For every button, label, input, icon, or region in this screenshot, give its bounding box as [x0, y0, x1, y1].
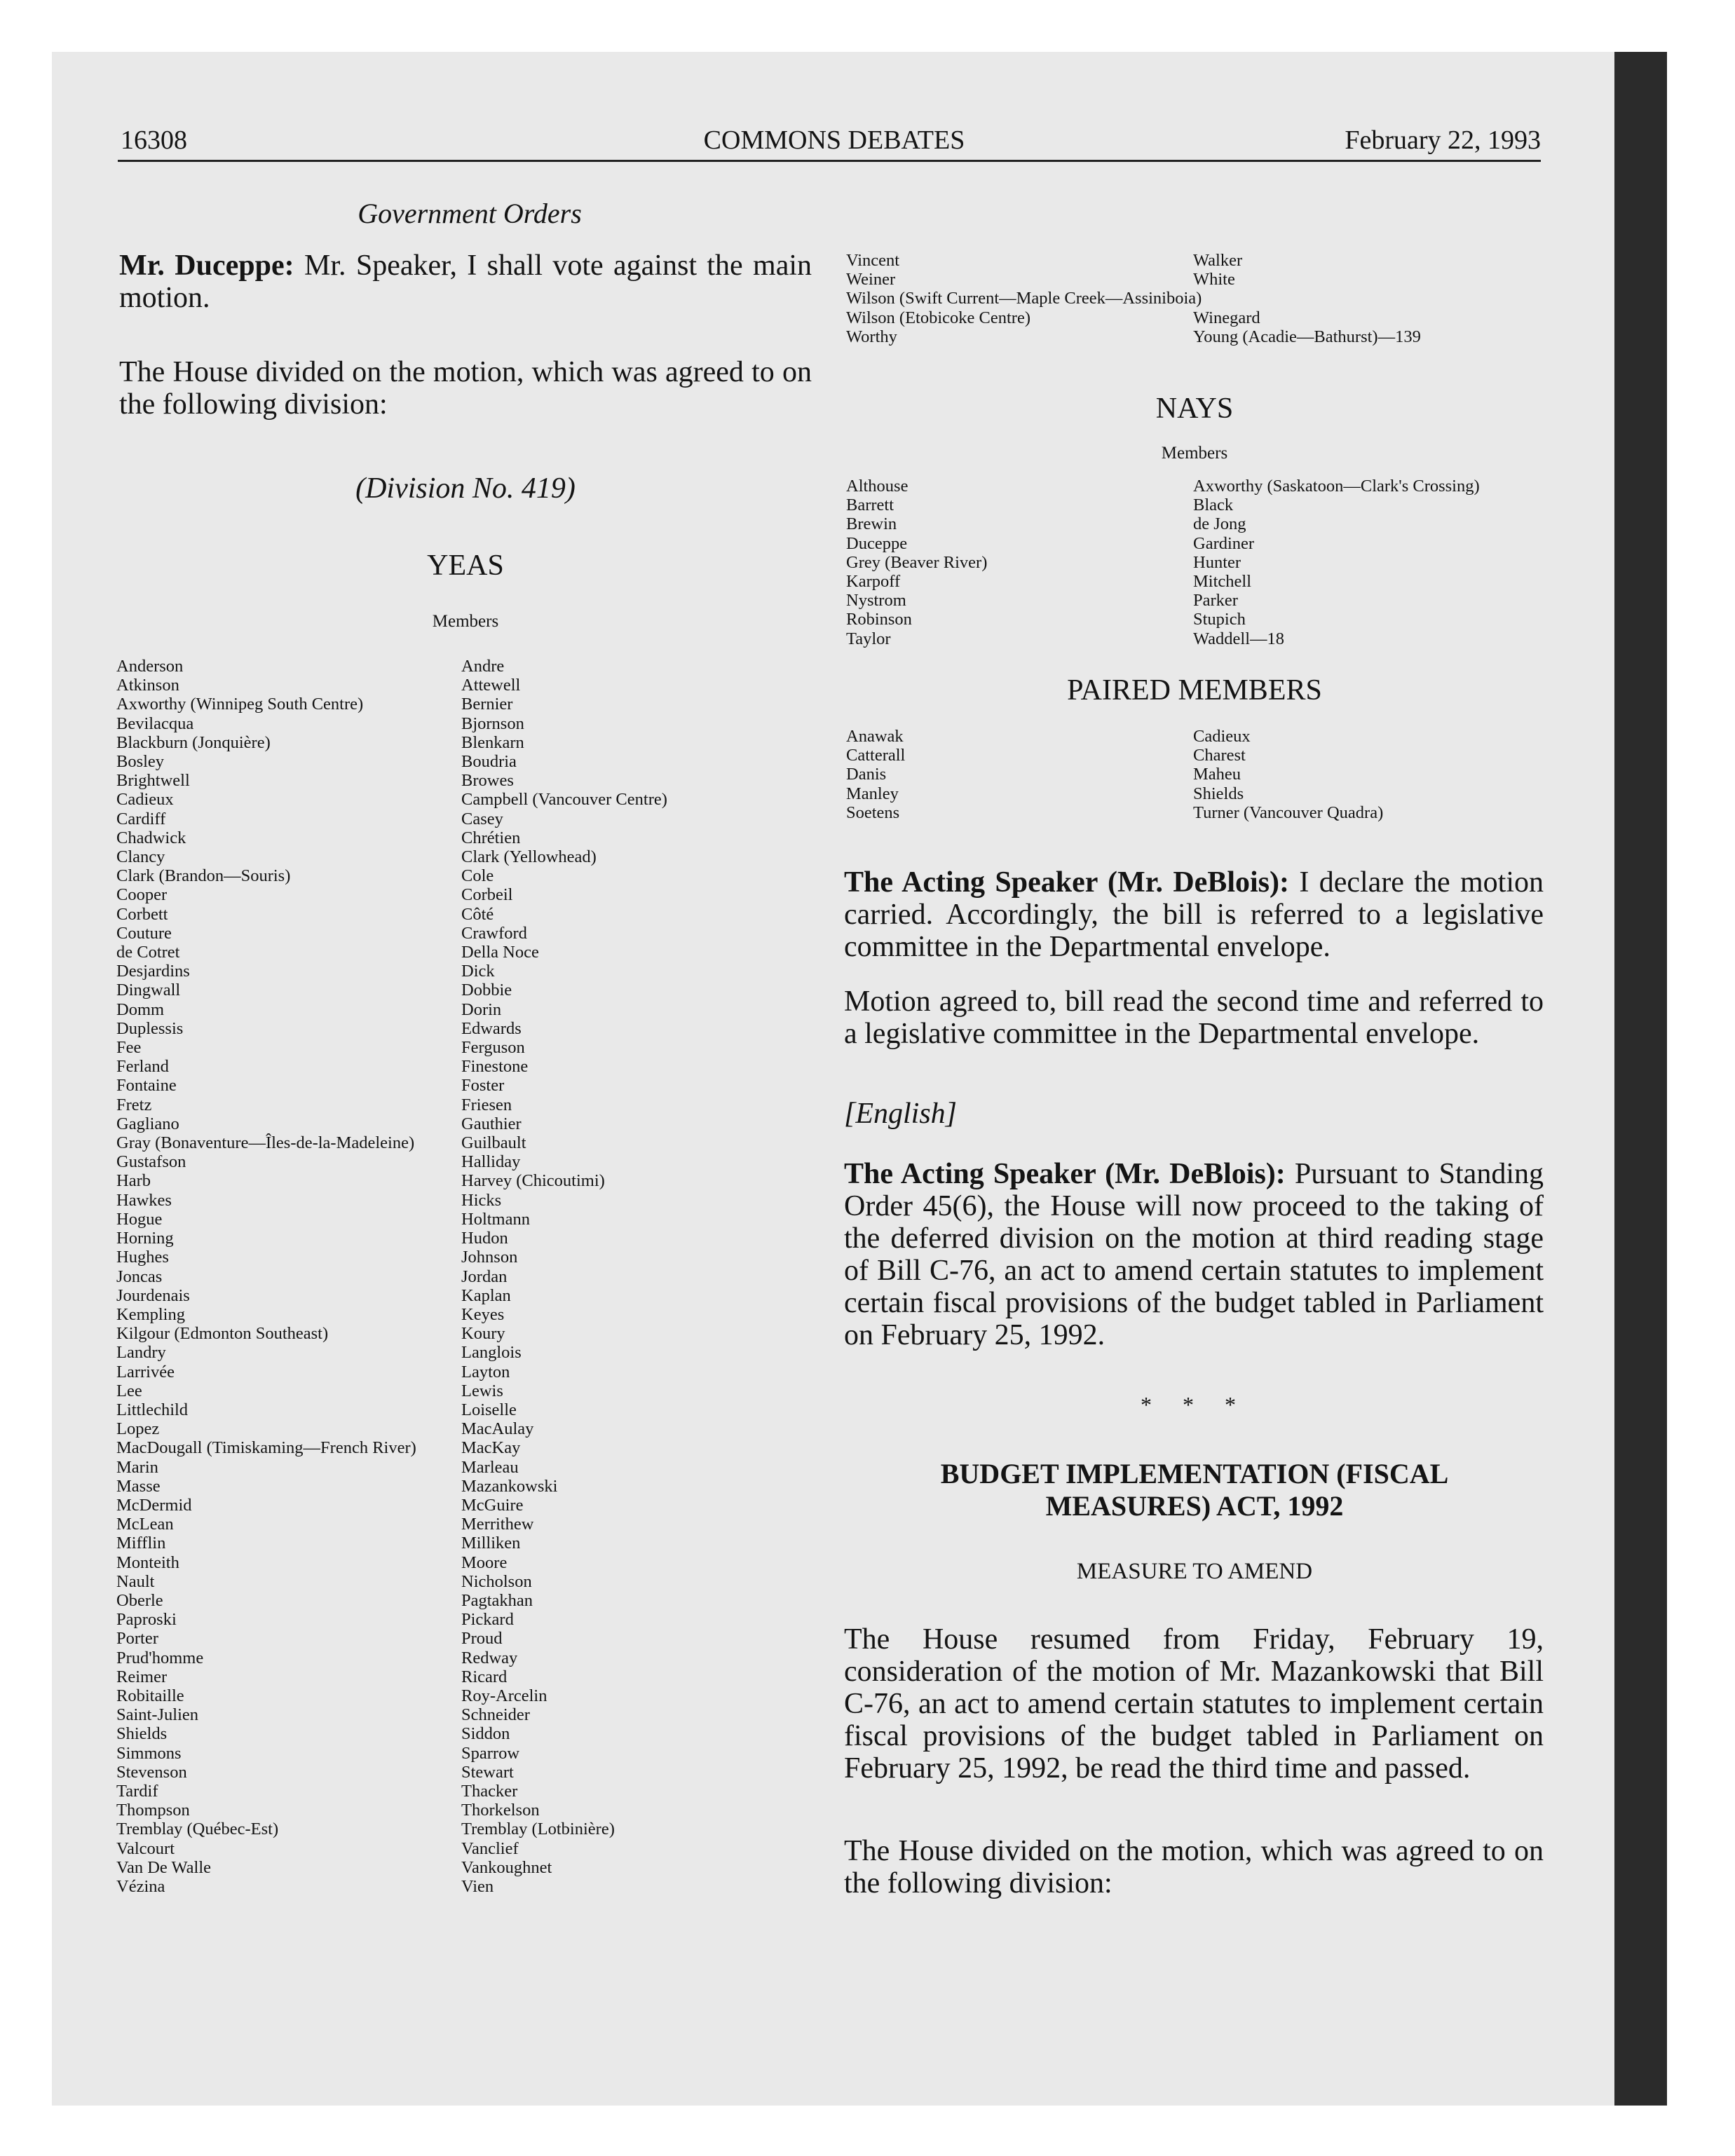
- member-name: Cadieux: [116, 790, 174, 810]
- member-name: Prud'homme: [116, 1648, 204, 1667]
- member-name: Johnson: [461, 1248, 518, 1267]
- member-name: Nystrom: [846, 591, 906, 610]
- member-name: Larrivée: [116, 1362, 175, 1381]
- member-name: Monteith: [116, 1553, 179, 1572]
- member-name: Layton: [461, 1362, 510, 1381]
- member-name: Nault: [116, 1571, 155, 1591]
- section-separator: * * *: [1141, 1392, 1248, 1417]
- member-name: Marleau: [461, 1457, 519, 1477]
- member-name: MacKay: [461, 1438, 521, 1458]
- member-name: Brightwell: [116, 771, 190, 791]
- member-name: Reimer: [116, 1667, 168, 1686]
- member-name: Jordan: [461, 1267, 508, 1286]
- member-name: Cadieux: [1193, 727, 1251, 746]
- member-name: Tremblay (Lotbinière): [461, 1820, 615, 1839]
- member-name: Dorin: [461, 999, 502, 1019]
- bill-title: [841, 1458, 1548, 1522]
- member-name: Stupich: [1193, 610, 1246, 629]
- member-name: Cooper: [116, 885, 168, 905]
- member-name: Gagliano: [116, 1114, 179, 1133]
- member-name: Bosley: [116, 752, 165, 772]
- member-name: Tardif: [116, 1781, 158, 1801]
- member-name: Pagtakhan: [461, 1590, 533, 1610]
- bill-title-line-2: MEASURES) ACT, 1992: [1045, 1490, 1344, 1522]
- member-name: Ferguson: [461, 1038, 525, 1058]
- scan-edge-shadow: [1614, 52, 1667, 2106]
- member-name: [1193, 289, 1421, 308]
- member-name: Casey: [461, 809, 503, 828]
- duceppe-paragraph: [119, 250, 812, 314]
- member-name: Vézina: [116, 1877, 165, 1896]
- member-name: Hawkes: [116, 1190, 172, 1210]
- nays-members-label: Members: [1161, 444, 1228, 463]
- member-name: Holtmann: [461, 1209, 530, 1229]
- member-name: Masse: [116, 1476, 161, 1496]
- member-name: Couture: [116, 923, 172, 943]
- member-name: Simmons: [116, 1743, 182, 1763]
- member-name: Duceppe: [846, 533, 908, 553]
- member-name: Domm: [116, 999, 165, 1019]
- member-name: Worthy: [846, 327, 897, 346]
- member-name: Blackburn (Jonquière): [116, 732, 271, 752]
- member-name: White: [1193, 270, 1235, 289]
- member-name: Thorkelson: [461, 1801, 540, 1820]
- motion-agreed-paragraph: Motion agreed to, bill read the second time and referred to a legislative committee in the Departmental envelope.: [844, 985, 1544, 1050]
- yeas-heading: YEAS: [427, 550, 504, 582]
- member-name: Browes: [461, 771, 514, 791]
- member-name: Kilgour (Edmonton Southeast): [116, 1324, 329, 1344]
- member-name: Thacker: [461, 1781, 518, 1801]
- member-name: Mazankowski: [461, 1476, 558, 1496]
- member-name: Thompson: [116, 1801, 190, 1820]
- member-name: Littlechild: [116, 1400, 189, 1419]
- member-name: Grey (Beaver River): [846, 552, 988, 572]
- member-name: Edwards: [461, 1018, 522, 1038]
- member-name: Weiner: [846, 270, 896, 289]
- member-name: Black: [1193, 496, 1234, 515]
- member-name: Taylor: [846, 629, 891, 648]
- header-rule: [118, 160, 1541, 162]
- member-name: Clark (Yellowhead): [461, 847, 597, 867]
- member-name: Hicks: [461, 1190, 502, 1210]
- member-name: Tremblay (Québec-Est): [116, 1820, 279, 1839]
- nays-list-column-1: [846, 477, 987, 648]
- speech-text: Pursuant to Standing Order 45(6), the House will now proceed to the taking of the deferred division on the motion at third reading stage of Bill C-76, an act to amend certain statutes to implement certain fiscal provisions of the budget tabled in Parliament on February 25, 1992.: [844, 1158, 1544, 1351]
- member-name: Bjornson: [461, 714, 524, 733]
- member-name: Winegard: [1193, 308, 1260, 327]
- member-name: Clark (Brandon—Souris): [116, 866, 291, 886]
- member-name: Dick: [461, 962, 495, 981]
- member-name: Dobbie: [461, 981, 512, 1000]
- member-name: Manley: [846, 784, 899, 803]
- member-name: Vankoughnet: [461, 1857, 552, 1877]
- member-name: Charest: [1193, 746, 1246, 765]
- member-name: Keyes: [461, 1304, 505, 1324]
- header-date: February 22, 1993: [1345, 125, 1541, 155]
- member-name: Crawford: [461, 923, 527, 943]
- member-name: Moore: [461, 1553, 508, 1572]
- nays-list-column-2: [1193, 477, 1480, 648]
- member-name: Corbeil: [461, 885, 513, 905]
- member-name: Hogue: [116, 1209, 163, 1229]
- speaker-name: The Acting Speaker (Mr. DeBlois):: [844, 866, 1289, 899]
- member-name: Koury: [461, 1324, 505, 1344]
- member-name: Merrithew: [461, 1515, 534, 1534]
- speech-text: Mr. Speaker, I shall vote against the main motion.: [119, 250, 812, 314]
- publication-title: COMMONS DEBATES: [703, 125, 965, 155]
- member-name: Paproski: [116, 1610, 177, 1630]
- member-name: Kaplan: [461, 1285, 511, 1305]
- bill-subtitle: MEASURE TO AMEND: [1076, 1559, 1313, 1584]
- member-name: MacAulay: [461, 1419, 534, 1439]
- member-name: Proud: [461, 1629, 503, 1649]
- member-name: Gardiner: [1193, 533, 1255, 553]
- member-name: Gauthier: [461, 1114, 522, 1133]
- member-name: Shields: [1193, 784, 1244, 803]
- member-name: Milliken: [461, 1534, 521, 1553]
- member-name: Joncas: [116, 1267, 163, 1286]
- member-name: Ferland: [116, 1057, 169, 1077]
- member-name: Sparrow: [461, 1743, 520, 1763]
- house-resumed-paragraph: The House resumed from Friday, February 19, consideration of the motion of Mr. Mazankowski that Bill C-76, an act to amend certain statutes to implement certain fiscal provisions of the budget tabled in Parliament on February 25, 1992, be read the third time and passed.: [844, 1623, 1544, 1785]
- member-name: Horning: [116, 1229, 174, 1248]
- member-name: Maheu: [1193, 765, 1241, 784]
- speech-text: I declare the motion carried. Accordingly, the bill is referred to a legislative committee in the Departmental envelope.: [844, 866, 1544, 963]
- member-name: Dingwall: [116, 981, 181, 1000]
- member-name: McDermid: [116, 1495, 192, 1515]
- paired-list-column-2: [1193, 727, 1383, 822]
- member-name: Van De Walle: [116, 1857, 212, 1877]
- member-name: McLean: [116, 1515, 174, 1534]
- member-name: Nicholson: [461, 1571, 532, 1591]
- member-name: Friesen: [461, 1095, 512, 1114]
- member-name: Duplessis: [116, 1018, 184, 1038]
- member-name: Langlois: [461, 1343, 522, 1363]
- member-name: Anderson: [116, 657, 184, 676]
- member-name: McGuire: [461, 1495, 524, 1515]
- member-name: Mifflin: [116, 1534, 166, 1553]
- house-divided-paragraph: The House divided on the motion, which was agreed to on the following division:: [119, 356, 812, 421]
- member-name: Hunter: [1193, 552, 1241, 572]
- member-name: Vien: [461, 1877, 494, 1896]
- member-name: Attewell: [461, 676, 521, 695]
- member-name: Fretz: [116, 1095, 152, 1114]
- member-name: Loiselle: [461, 1400, 517, 1419]
- yeas-continued-column-1: [846, 251, 1202, 346]
- member-name: Guilbault: [461, 1133, 526, 1153]
- member-name: Atkinson: [116, 676, 179, 695]
- member-name: Anawak: [846, 727, 904, 746]
- member-name: Pickard: [461, 1610, 514, 1630]
- member-name: Redway: [461, 1648, 518, 1667]
- member-name: Clancy: [116, 847, 165, 867]
- member-name: Bernier: [461, 695, 513, 714]
- member-name: Della Noce: [461, 943, 539, 962]
- member-name: Young (Acadie—Bathurst)—139: [1193, 327, 1421, 346]
- member-name: Althouse: [846, 477, 909, 496]
- member-name: Chrétien: [461, 828, 521, 847]
- member-name: Vincent: [846, 251, 900, 270]
- member-name: Halliday: [461, 1152, 521, 1172]
- member-name: Fee: [116, 1038, 142, 1058]
- house-divided-paragraph-2: The House divided on the motion, which was agreed to on the following division:: [844, 1835, 1544, 1899]
- member-name: Harb: [116, 1171, 151, 1191]
- member-name: Marin: [116, 1457, 158, 1477]
- member-name: Boudria: [461, 752, 517, 772]
- member-name: Kempling: [116, 1304, 185, 1324]
- speaker-name: The Acting Speaker (Mr. DeBlois):: [844, 1158, 1286, 1190]
- member-name: Hudon: [461, 1229, 508, 1248]
- member-name: de Cotret: [116, 943, 180, 962]
- member-name: Corbett: [116, 904, 168, 924]
- member-name: de Jong: [1193, 514, 1246, 534]
- bill-title-line-1: BUDGET IMPLEMENTATION (FISCAL: [940, 1458, 1449, 1489]
- nays-heading: NAYS: [1155, 393, 1234, 425]
- member-name: Soetens: [846, 803, 900, 822]
- member-name: Andre: [461, 657, 505, 676]
- yeas-members-label: Members: [432, 612, 499, 631]
- member-name: Valcourt: [116, 1838, 175, 1858]
- member-name: Vanclief: [461, 1838, 519, 1858]
- member-name: Ricard: [461, 1667, 508, 1686]
- member-name: Stewart: [461, 1762, 514, 1782]
- member-name: Côté: [461, 904, 494, 924]
- yeas-list-column-2: [461, 657, 667, 1896]
- member-name: Gustafson: [116, 1152, 186, 1172]
- member-name: Lee: [116, 1381, 142, 1400]
- member-name: Harvey (Chicoutimi): [461, 1171, 605, 1191]
- member-name: Barrett: [846, 496, 894, 515]
- member-name: Foster: [461, 1076, 505, 1096]
- member-name: Siddon: [461, 1724, 510, 1744]
- division-number: (Division No. 419): [355, 472, 576, 505]
- member-name: Campbell (Vancouver Centre): [461, 790, 667, 810]
- section-heading: Government Orders: [358, 198, 582, 229]
- member-name: Fontaine: [116, 1076, 177, 1096]
- member-name: Porter: [116, 1629, 158, 1649]
- member-name: Desjardins: [116, 962, 190, 981]
- member-name: Saint-Julien: [116, 1705, 199, 1725]
- member-name: Shields: [116, 1724, 168, 1744]
- member-name: Wilson (Etobicoke Centre): [846, 308, 1030, 327]
- acting-speaker-declaration: [844, 866, 1544, 963]
- member-name: Schneider: [461, 1705, 530, 1725]
- member-name: MacDougall (Timiskaming—French River): [116, 1438, 416, 1458]
- member-name: Robitaille: [116, 1686, 184, 1705]
- member-name: Lopez: [116, 1419, 160, 1439]
- member-name: Gray (Bonaventure—Îles-de-la-Madeleine): [116, 1133, 415, 1153]
- member-name: Wilson (Swift Current—Maple Creek—Assiniboia): [846, 289, 1202, 308]
- paired-list-column-1: [846, 727, 905, 822]
- member-name: Mitchell: [1193, 572, 1252, 592]
- member-name: Robinson: [846, 610, 912, 629]
- yeas-continued-column-2: [1193, 251, 1421, 346]
- member-name: Lewis: [461, 1381, 503, 1400]
- member-name: Catterall: [846, 746, 906, 765]
- member-name: Blenkarn: [461, 732, 524, 752]
- paired-members-heading: PAIRED MEMBERS: [1067, 674, 1322, 707]
- member-name: Bevilacqua: [116, 714, 194, 733]
- member-name: Hughes: [116, 1248, 169, 1267]
- member-name: Chadwick: [116, 828, 186, 847]
- member-name: Danis: [846, 765, 887, 784]
- member-name: Finestone: [461, 1057, 529, 1077]
- member-name: Roy-Arcelin: [461, 1686, 547, 1705]
- member-name: Jourdenais: [116, 1285, 190, 1305]
- member-name: Cardiff: [116, 809, 166, 828]
- member-name: Stevenson: [116, 1762, 187, 1782]
- member-name: Karpoff: [846, 572, 901, 592]
- member-name: Oberle: [116, 1590, 163, 1610]
- member-name: Brewin: [846, 514, 897, 534]
- member-name: Turner (Vancouver Quadra): [1193, 803, 1384, 822]
- member-name: Parker: [1193, 591, 1238, 610]
- speaker-name: Mr. Duceppe:: [119, 250, 294, 282]
- member-name: Landry: [116, 1343, 166, 1363]
- member-name: Axworthy (Saskatoon—Clark's Crossing): [1193, 477, 1480, 496]
- page-number: 16308: [121, 125, 187, 155]
- member-name: Waddell—18: [1193, 629, 1285, 648]
- acting-speaker-deferred-division: [844, 1158, 1544, 1351]
- yeas-list-column-1: [116, 657, 416, 1896]
- member-name: Walker: [1193, 251, 1243, 270]
- language-tag: [English]: [844, 1098, 958, 1130]
- member-name: Axworthy (Winnipeg South Centre): [116, 695, 364, 714]
- member-name: Cole: [461, 866, 494, 886]
